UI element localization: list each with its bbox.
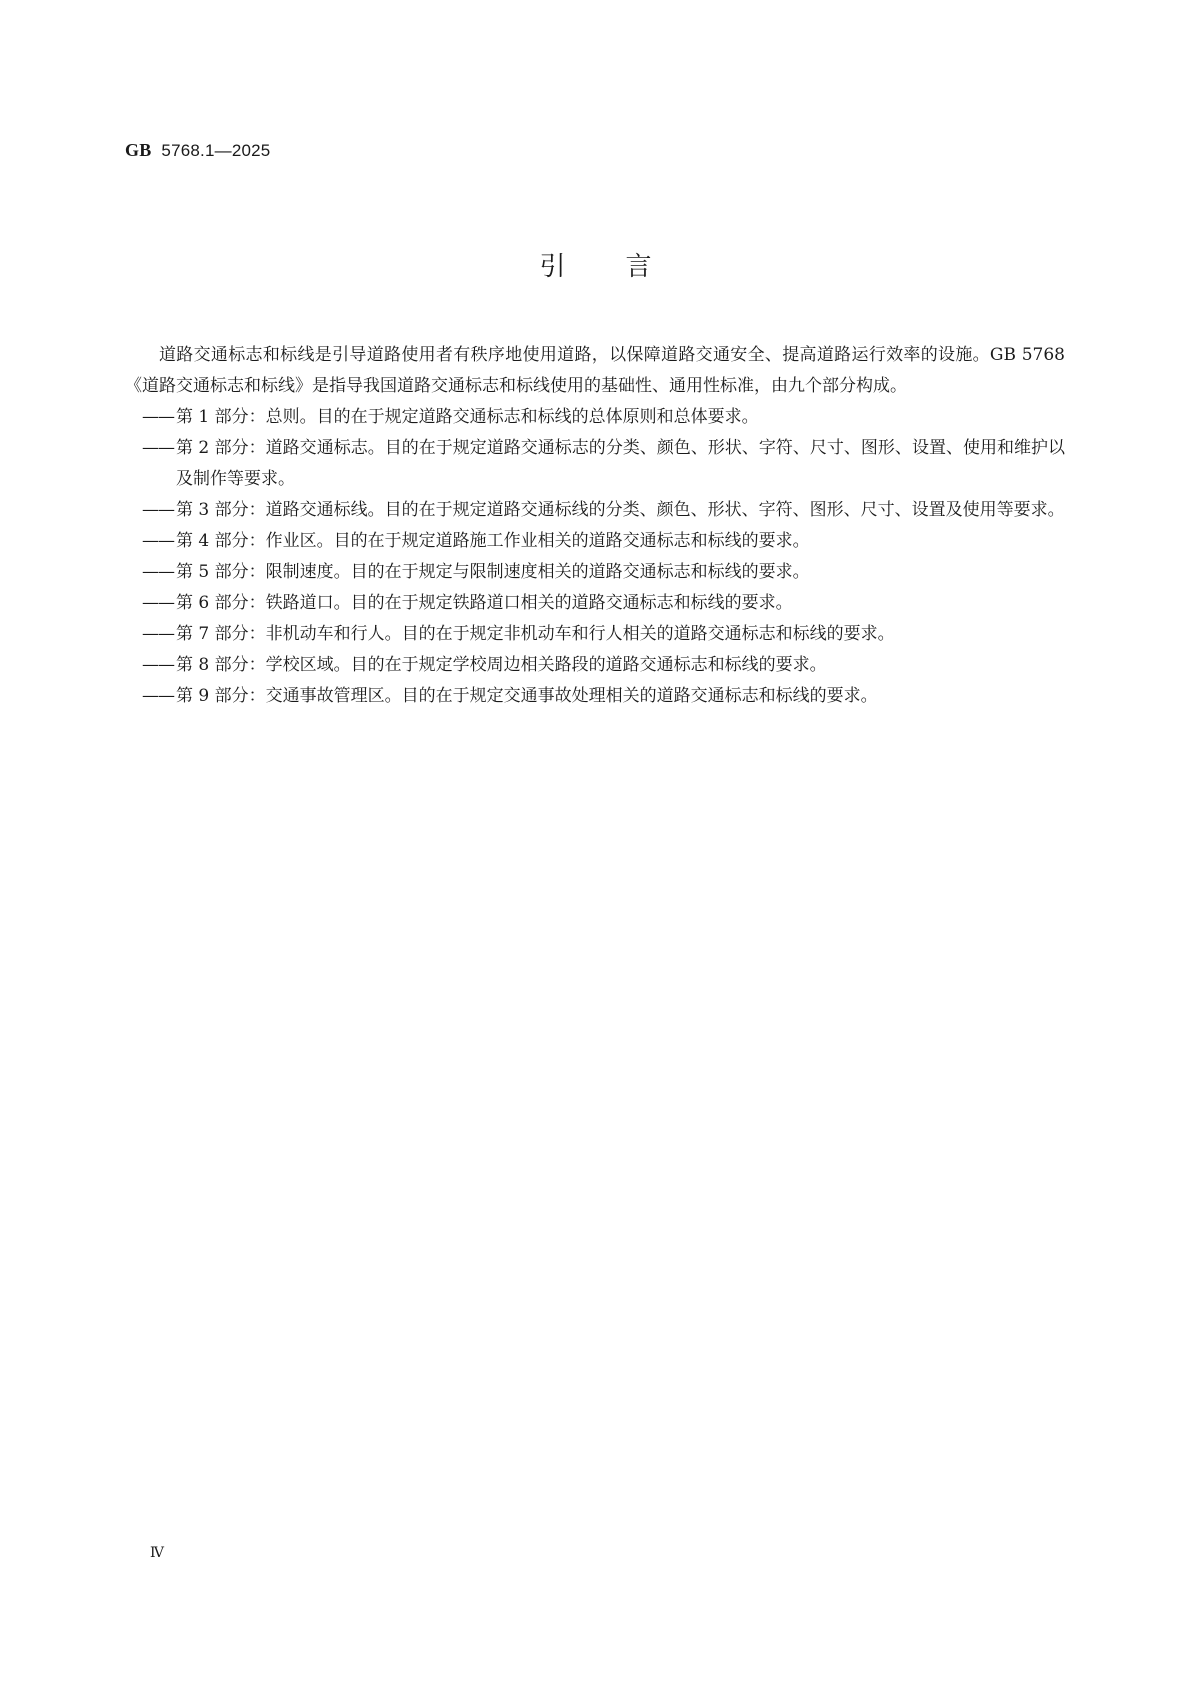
list-item-text: 第 8 部分：学校区域。目的在于规定学校周边相关路段的道路交通标志和标线的要求。 — [176, 655, 827, 675]
list-item — [125, 681, 1065, 712]
list-item — [125, 619, 1065, 650]
standard-number: 5768.1—2025 — [161, 141, 271, 160]
list-item-text: 第 1 部分：总则。目的在于规定道路交通标志和标线的总体原则和总体要求。 — [176, 407, 759, 427]
list-item-text: 第 5 部分：限制速度。目的在于规定与限制速度相关的道路交通标志和标线的要求。 — [176, 562, 810, 582]
list-item — [125, 402, 1065, 433]
standard-code — [125, 140, 270, 161]
list-item-text: 第 4 部分：作业区。目的在于规定道路施工作业相关的道路交通标志和标线的要求。 — [176, 531, 810, 551]
list-item — [125, 433, 1065, 495]
list-dash: —— — [142, 500, 174, 520]
list-dash: —— — [142, 655, 174, 675]
gb-label: GB — [125, 140, 152, 160]
list-dash: —— — [142, 531, 174, 551]
list-item — [125, 495, 1065, 526]
list-item — [125, 650, 1065, 681]
list-item — [125, 526, 1065, 557]
list-item — [125, 557, 1065, 588]
page-number: Ⅳ — [150, 1545, 164, 1561]
list-item-text: 第 3 部分：道路交通标线。目的在于规定道路交通标线的分类、颜色、形状、字符、图形、尺寸、设置及使用等要求。 — [176, 500, 1065, 520]
list-item-text: 第 6 部分：铁路道口。目的在于规定铁路道口相关的道路交通标志和标线的要求。 — [176, 593, 793, 613]
introduction-body — [125, 340, 1065, 712]
intro-paragraph: 道路交通标志和标线是引导道路使用者有秩序地使用道路，以保障道路交通安全、提高道路运行效率的设施。GB 5768《道路交通标志和标线》是指导我国道路交通标志和标线使用的基础性、通用性标准，由九个部分构成。 — [125, 345, 1065, 396]
list-item-text: 第 9 部分：交通事故管理区。目的在于规定交通事故处理相关的道路交通标志和标线的要求。 — [176, 686, 878, 706]
list-dash: —— — [142, 686, 174, 706]
list-item-text: 第 2 部分：道路交通标志。目的在于规定道路交通标志的分类、颜色、形状、字符、尺寸、图形、设置、使用和维护以及制作等要求。 — [176, 438, 1065, 489]
list-dash: —— — [142, 593, 174, 613]
list-dash: —— — [142, 562, 174, 582]
list-item — [125, 588, 1065, 619]
list-dash: —— — [142, 407, 174, 427]
list-item-text: 第 7 部分：非机动车和行人。目的在于规定非机动车和行人相关的道路交通标志和标线的要求。 — [176, 624, 895, 644]
page-title: 引言 — [539, 252, 712, 282]
parts-list — [125, 402, 1065, 712]
list-dash: —— — [142, 438, 174, 458]
list-dash: —— — [142, 624, 174, 644]
